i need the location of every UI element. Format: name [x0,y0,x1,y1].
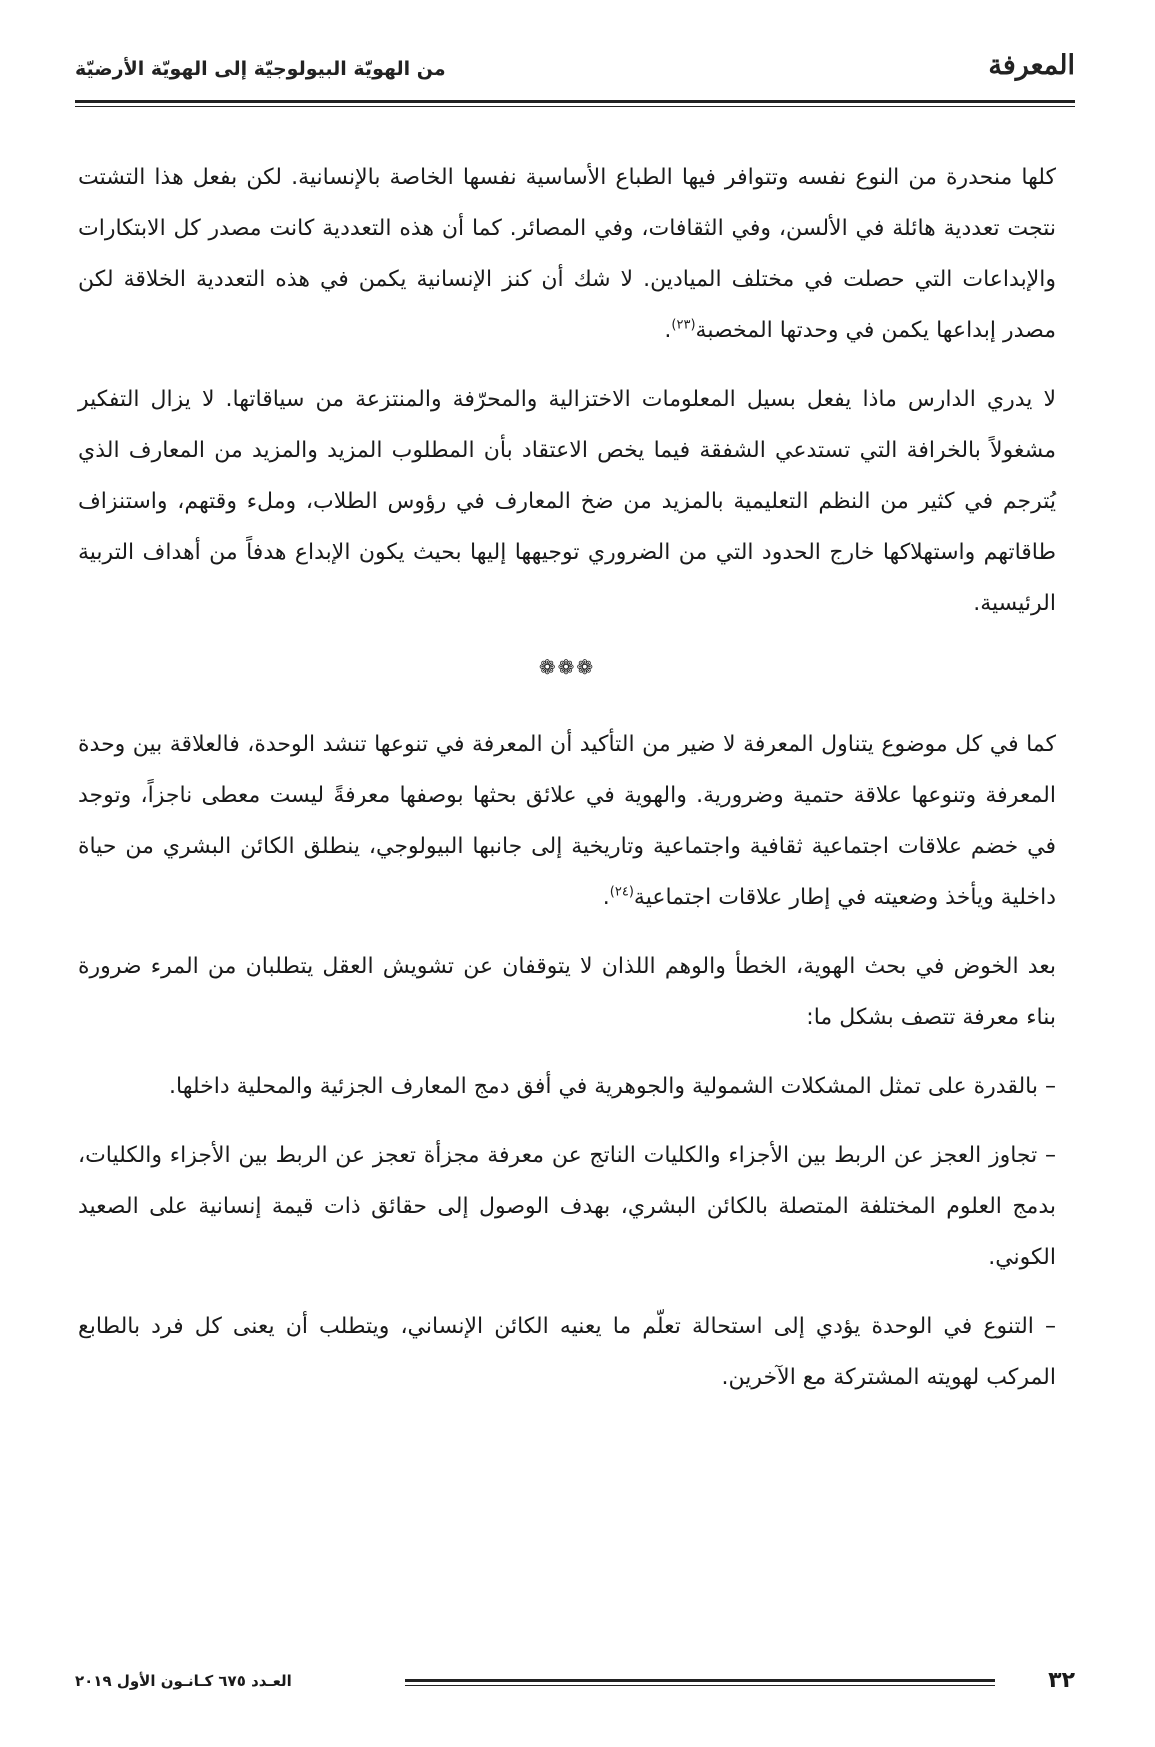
paragraph [78,719,1056,923]
page-header [75,40,1075,110]
paragraph-text: بعد الخوض في بحث الهوية، الخطأ والوهم اللذان لا يتوقفان عن تشويش العقل يتطلبان من المرء ضرورة بناء معرفة تتصف بشكل ما: [78,954,1056,1030]
list-item-text: – التنوع في الوحدة يؤدي إلى استحالة تعلّم ما يعنيه الكائن الإنساني، ويتطلب أن يعنى كل فرد بالطابع المركب لهويته المشتركة مع الآخرين. [78,1314,1056,1390]
paragraph-text: كلها منحدرة من النوع نفسه وتتوافر فيها الطباع الأساسية نفسها الخاصة بالإنسانية. لكن بفعل هذا التشتت نتجت تعددية هائلة في الألسن، وفي الثقافات، وفي المصائر. كما أن هذه التعددية كانت مصدر كل الابتكارات والإبداعات التي حصلت في مختلف الميادين. لا شك أن كنز الإنسانية يكمن في هذه التعددية الخلاقة لكن مصدر إبداعها يكمن في وحدتها المخصبة [78,165,1056,343]
list-item-text: – تجاوز العجز عن الربط بين الأجزاء والكليات الناتج عن معرفة مجزأة تعجز عن الربط بين الأجزاء والكليات، بدمج العلوم المختلفة المتصلة بالكائن البشري، بهدف الوصول إلى حقائق ذات قيمة إنسانية على الصعيد الكوني. [78,1143,1056,1270]
issue-info: العـدد ٦٧٥ كـانـون الأول ٢٠١٩ [75,1672,292,1690]
section-separator: ❁❁❁ [538,655,596,679]
footnote-ref: (٢٣) [671,317,696,333]
list-item-text: – بالقدرة على تمثل المشكلات الشمولية والجوهرية في أفق دمج المعارف الجزئية والمحلية داخلها. [169,1074,1056,1099]
list-item [78,1130,1056,1283]
paragraph-end: . [664,318,672,343]
footer-rule-thin [405,1685,995,1686]
page-footer [75,1668,1075,1698]
paragraph-end: . [602,885,610,910]
paragraph-text: كما في كل موضوع يتناول المعرفة لا ضير من التأكيد أن المعرفة في تنوعها تنشد الوحدة، فالعلاقة بين وحدة المعرفة وتنوعها علاقة حتمية وضرورية. والهوية في علائق بحثها بوصفها معرفةً ليست معطى ناجزاً، وتوجد في خضم علاقات اجتماعية ثقافية واجتماعية وتاريخية إلى جانبها البيولوجي، ينطلق الكائن البشري من حياة داخلية ويأخذ وضعيته في إطار علاقات اجتماعية [78,732,1056,910]
header-rule [75,100,1075,103]
magazine-logo: المعرفة [988,50,1075,81]
list-item [78,1301,1056,1403]
footer-rule [405,1679,995,1682]
article-body [78,152,1056,1421]
list-item [78,1061,1056,1112]
paragraph [78,941,1056,1043]
header-rule-thin [75,106,1075,107]
paragraph [78,374,1056,629]
running-title: من الهويّة البيولوجيّة إلى الهويّة الأرضيّة [75,58,446,80]
footnote-ref: (٢٤) [609,884,634,900]
paragraph-text: لا يدري الدارس ماذا يفعل بسيل المعلومات الاختزالية والمحرّفة والمنتزعة من سياقاتها. لا يزال التفكير مشغولاً بالخرافة التي تستدعي الشفقة فيما يخص الاعتقاد بأن المطلوب المزيد والمزيد من المعارف الذي يُترجم في كثير من النظم التعليمية بالمزيد من ضخ المعارف في رؤوس الطلاب، وملء وقتهم، واستنزاف طاقاتهم واستهلاكها خارج الحدود التي من الضروري توجيهها إليها بحيث يكون الإبداع هدفاً من أهداف التربية الرئيسية. [78,387,1056,616]
page-number: ٣٢ [1048,1668,1075,1693]
paragraph [78,152,1056,356]
